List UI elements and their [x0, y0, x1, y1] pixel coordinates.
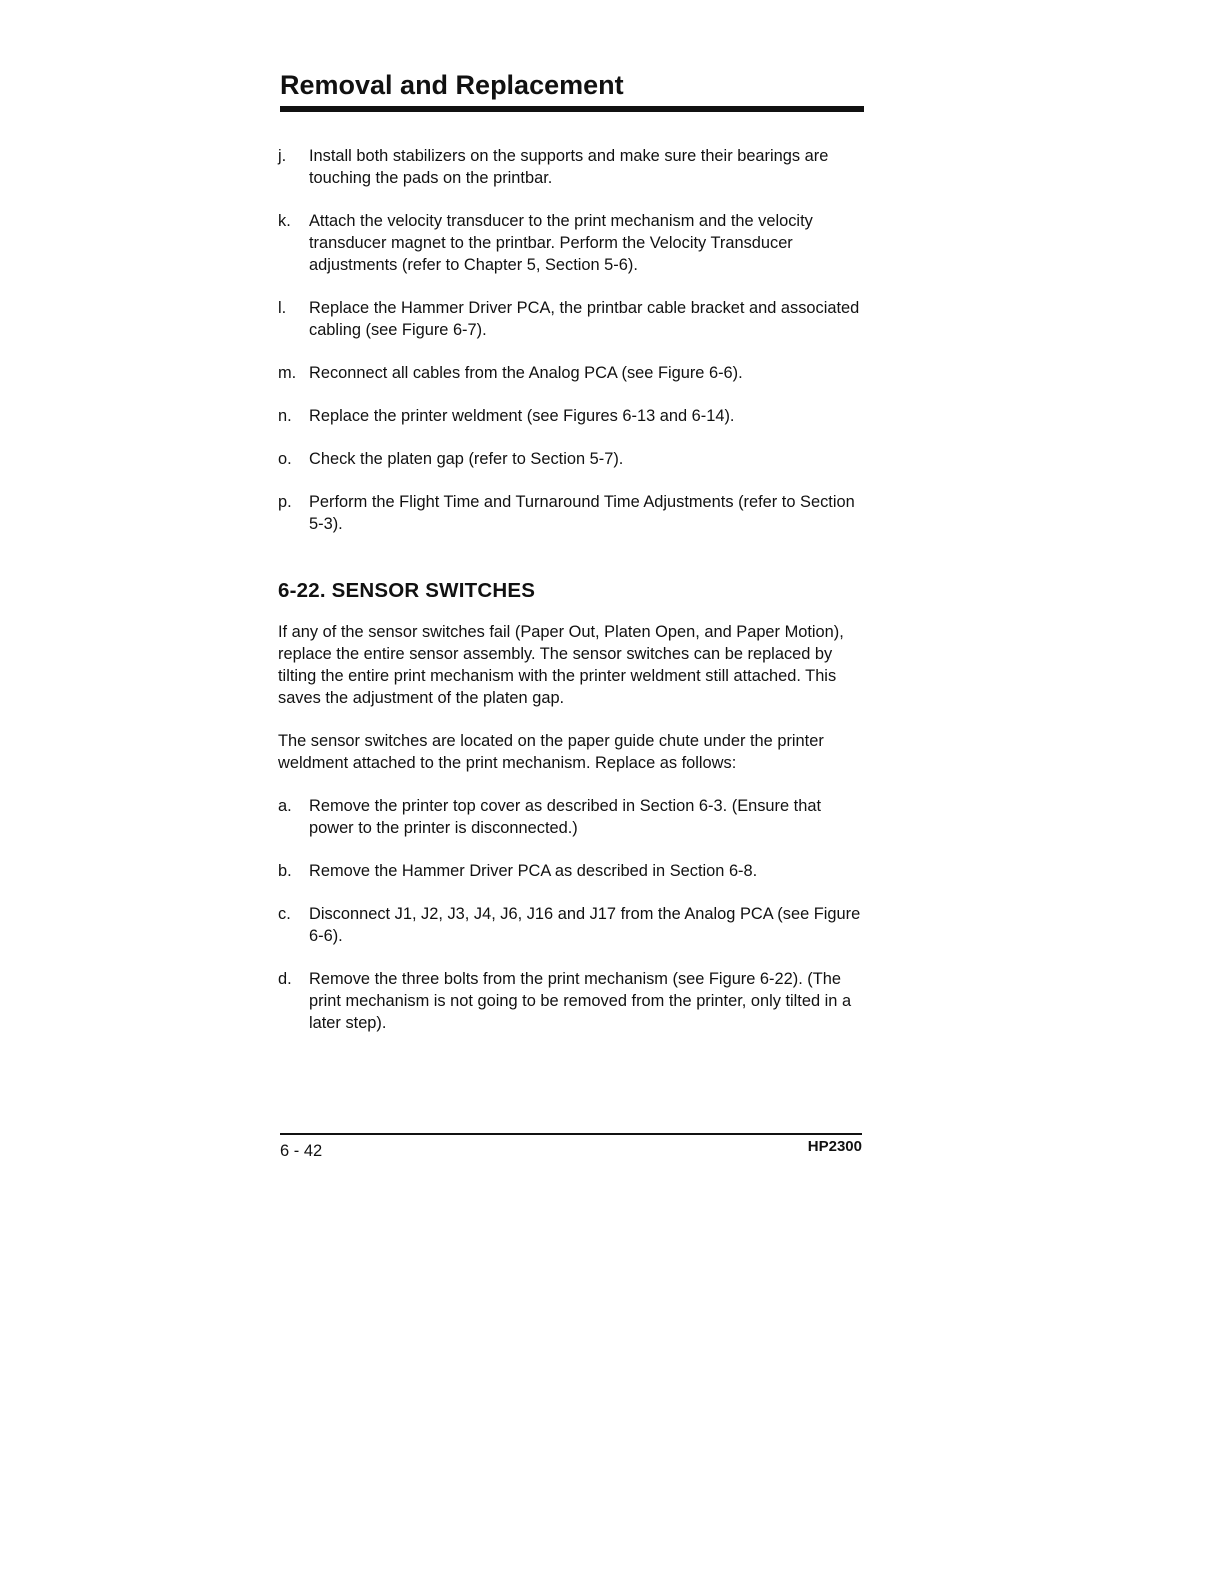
- step-marker: n.: [278, 407, 292, 425]
- step-text: Remove the printer top cover as described in Section 6-3. (Ensure that power to the printer is disconnected.): [309, 797, 822, 837]
- step-text: Perform the Flight Time and Turnaround Time Adjustments (refer to Section 5-3).: [309, 493, 855, 533]
- section-paragraph: If any of the sensor switches fail (Paper Out, Platen Open, and Paper Motion), replace the entire sensor assembly. The sensor switches can be replaced by tilting the entire print mechanism with the printer weldment still attached. This saves the adjustment of the platen gap.: [278, 623, 844, 707]
- step-l: [278, 297, 868, 341]
- step-n: [278, 405, 868, 427]
- page-content: [278, 145, 868, 1055]
- page-header: [280, 66, 864, 104]
- step-text: Attach the velocity transducer to the print mechanism and the velocity transducer magnet to the printbar. Perform the Velocity Transducer adjustments (refer to Chapter 5, Section 5-6).: [309, 212, 813, 274]
- step-j: [278, 145, 868, 189]
- step-marker: j.: [278, 147, 287, 165]
- step-marker: o.: [278, 450, 292, 468]
- section-paragraph: The sensor switches are located on the paper guide chute under the printer weldment attached to the print mechanism. Replace as follows:: [278, 732, 824, 772]
- step-marker: m.: [278, 364, 297, 382]
- step-marker: a.: [278, 797, 292, 815]
- step-k: [278, 210, 868, 276]
- step-d: [278, 968, 868, 1034]
- step-marker: d.: [278, 970, 292, 988]
- step-b: [278, 860, 868, 882]
- step-marker: b.: [278, 862, 292, 880]
- step-o: [278, 448, 868, 470]
- page-title: Removal and Replacement: [280, 70, 624, 100]
- model-name: HP2300: [807, 1138, 862, 1155]
- step-text: Disconnect J1, J2, J3, J4, J6, J16 and J17 from the Analog PCA (see Figure 6-6).: [309, 905, 861, 945]
- section-heading: 6-22. SENSOR SWITCHES: [278, 579, 536, 602]
- step-text: Remove the three bolts from the print mechanism (see Figure 6-22). (The print mechanism is not going to be removed from the printer, only tilted in a later step).: [309, 970, 852, 1032]
- step-text: Reconnect all cables from the Analog PCA (see Figure 6-6).: [309, 364, 743, 382]
- step-a: [278, 795, 868, 839]
- step-text: Check the platen gap (refer to Section 5-7).: [309, 450, 624, 468]
- step-text: Replace the printer weldment (see Figures 6-13 and 6-14).: [309, 407, 735, 425]
- step-text: Install both stabilizers on the supports and make sure their bearings are touching the pads on the printbar.: [309, 147, 829, 187]
- page-number: 6 - 42: [280, 1142, 323, 1160]
- step-text: Remove the Hammer Driver PCA as described in Section 6-8.: [309, 862, 758, 880]
- footer-rule: [280, 1133, 862, 1135]
- step-marker: p.: [278, 493, 292, 511]
- step-marker: k.: [278, 212, 291, 230]
- step-m: [278, 362, 868, 384]
- step-c: [278, 903, 868, 947]
- step-text: Replace the Hammer Driver PCA, the printbar cable bracket and associated cabling (see Figure 6-7).: [309, 299, 860, 339]
- step-marker: l.: [278, 299, 287, 317]
- step-marker: c.: [278, 905, 291, 923]
- step-p: [278, 491, 868, 535]
- header-rule: [280, 106, 864, 112]
